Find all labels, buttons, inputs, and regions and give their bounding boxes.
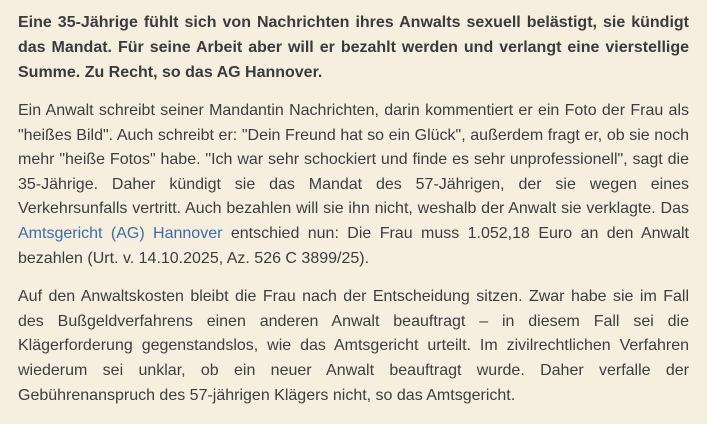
paragraph-1-text-after-link: entschied nun: Die Frau muss 1.052,18 Euro an den Anwalt bezahlen (Urt. v. 14.10.2025, Az. 526 C 3899/25). <box>18 224 689 267</box>
article-paragraph-2: Auf den Anwaltskosten bleibt die Frau nach der Entscheidung sitzen. Zwar habe sie im Fall des Bußgeldverfahrens einen anderen Anwalt beauftragt – in diesem Fall sei die Klägerforderung gegenstandslos, wie das Amtsgericht urteilt. Im zivilrechtlichen Verfahren wiederum sei unklar, ob ein neuer Anwalt beauftragt wurde. Daher verfalle der Gebührenanspruch des 57-jährigen Klägers nicht, so das Amtsgericht. <box>18 288 689 404</box>
article-lead: Eine 35-Jährige fühlt sich von Nachrichten ihres Anwalts sexuell belästigt, sie kündigt das Mandat. Für seine Arbeit aber will er bezahlt werden und verlangt eine vierstellige Summe. Zu Recht, so das AG Hannover. <box>18 14 689 81</box>
article-paragraph-1 <box>18 99 689 271</box>
amtsgericht-hannover-link[interactable]: Amtsgericht (AG) Hannover <box>18 224 223 242</box>
paragraph-1-text-before-link: Ein Anwalt schreibt seiner Mandantin Nachrichten, darin kommentiert er ein Foto der Frau als "heißes Bild". Auch schreibt er: "Dein Freund hat so ein Glück", außerdem fragt er, ob sie noch mehr "heiße Fotos" habe. "Ich war sehr schockiert und finde es sehr unprofessionell", sagt die 35-Jährige. Daher kündigt sie das Mandat des 57-Jährigen, der sie wegen eines Verkehrsunfalls vertritt. Auch bezahlen will sie ihn nicht, weshalb der Anwalt sie verklagte. Das <box>18 102 689 218</box>
